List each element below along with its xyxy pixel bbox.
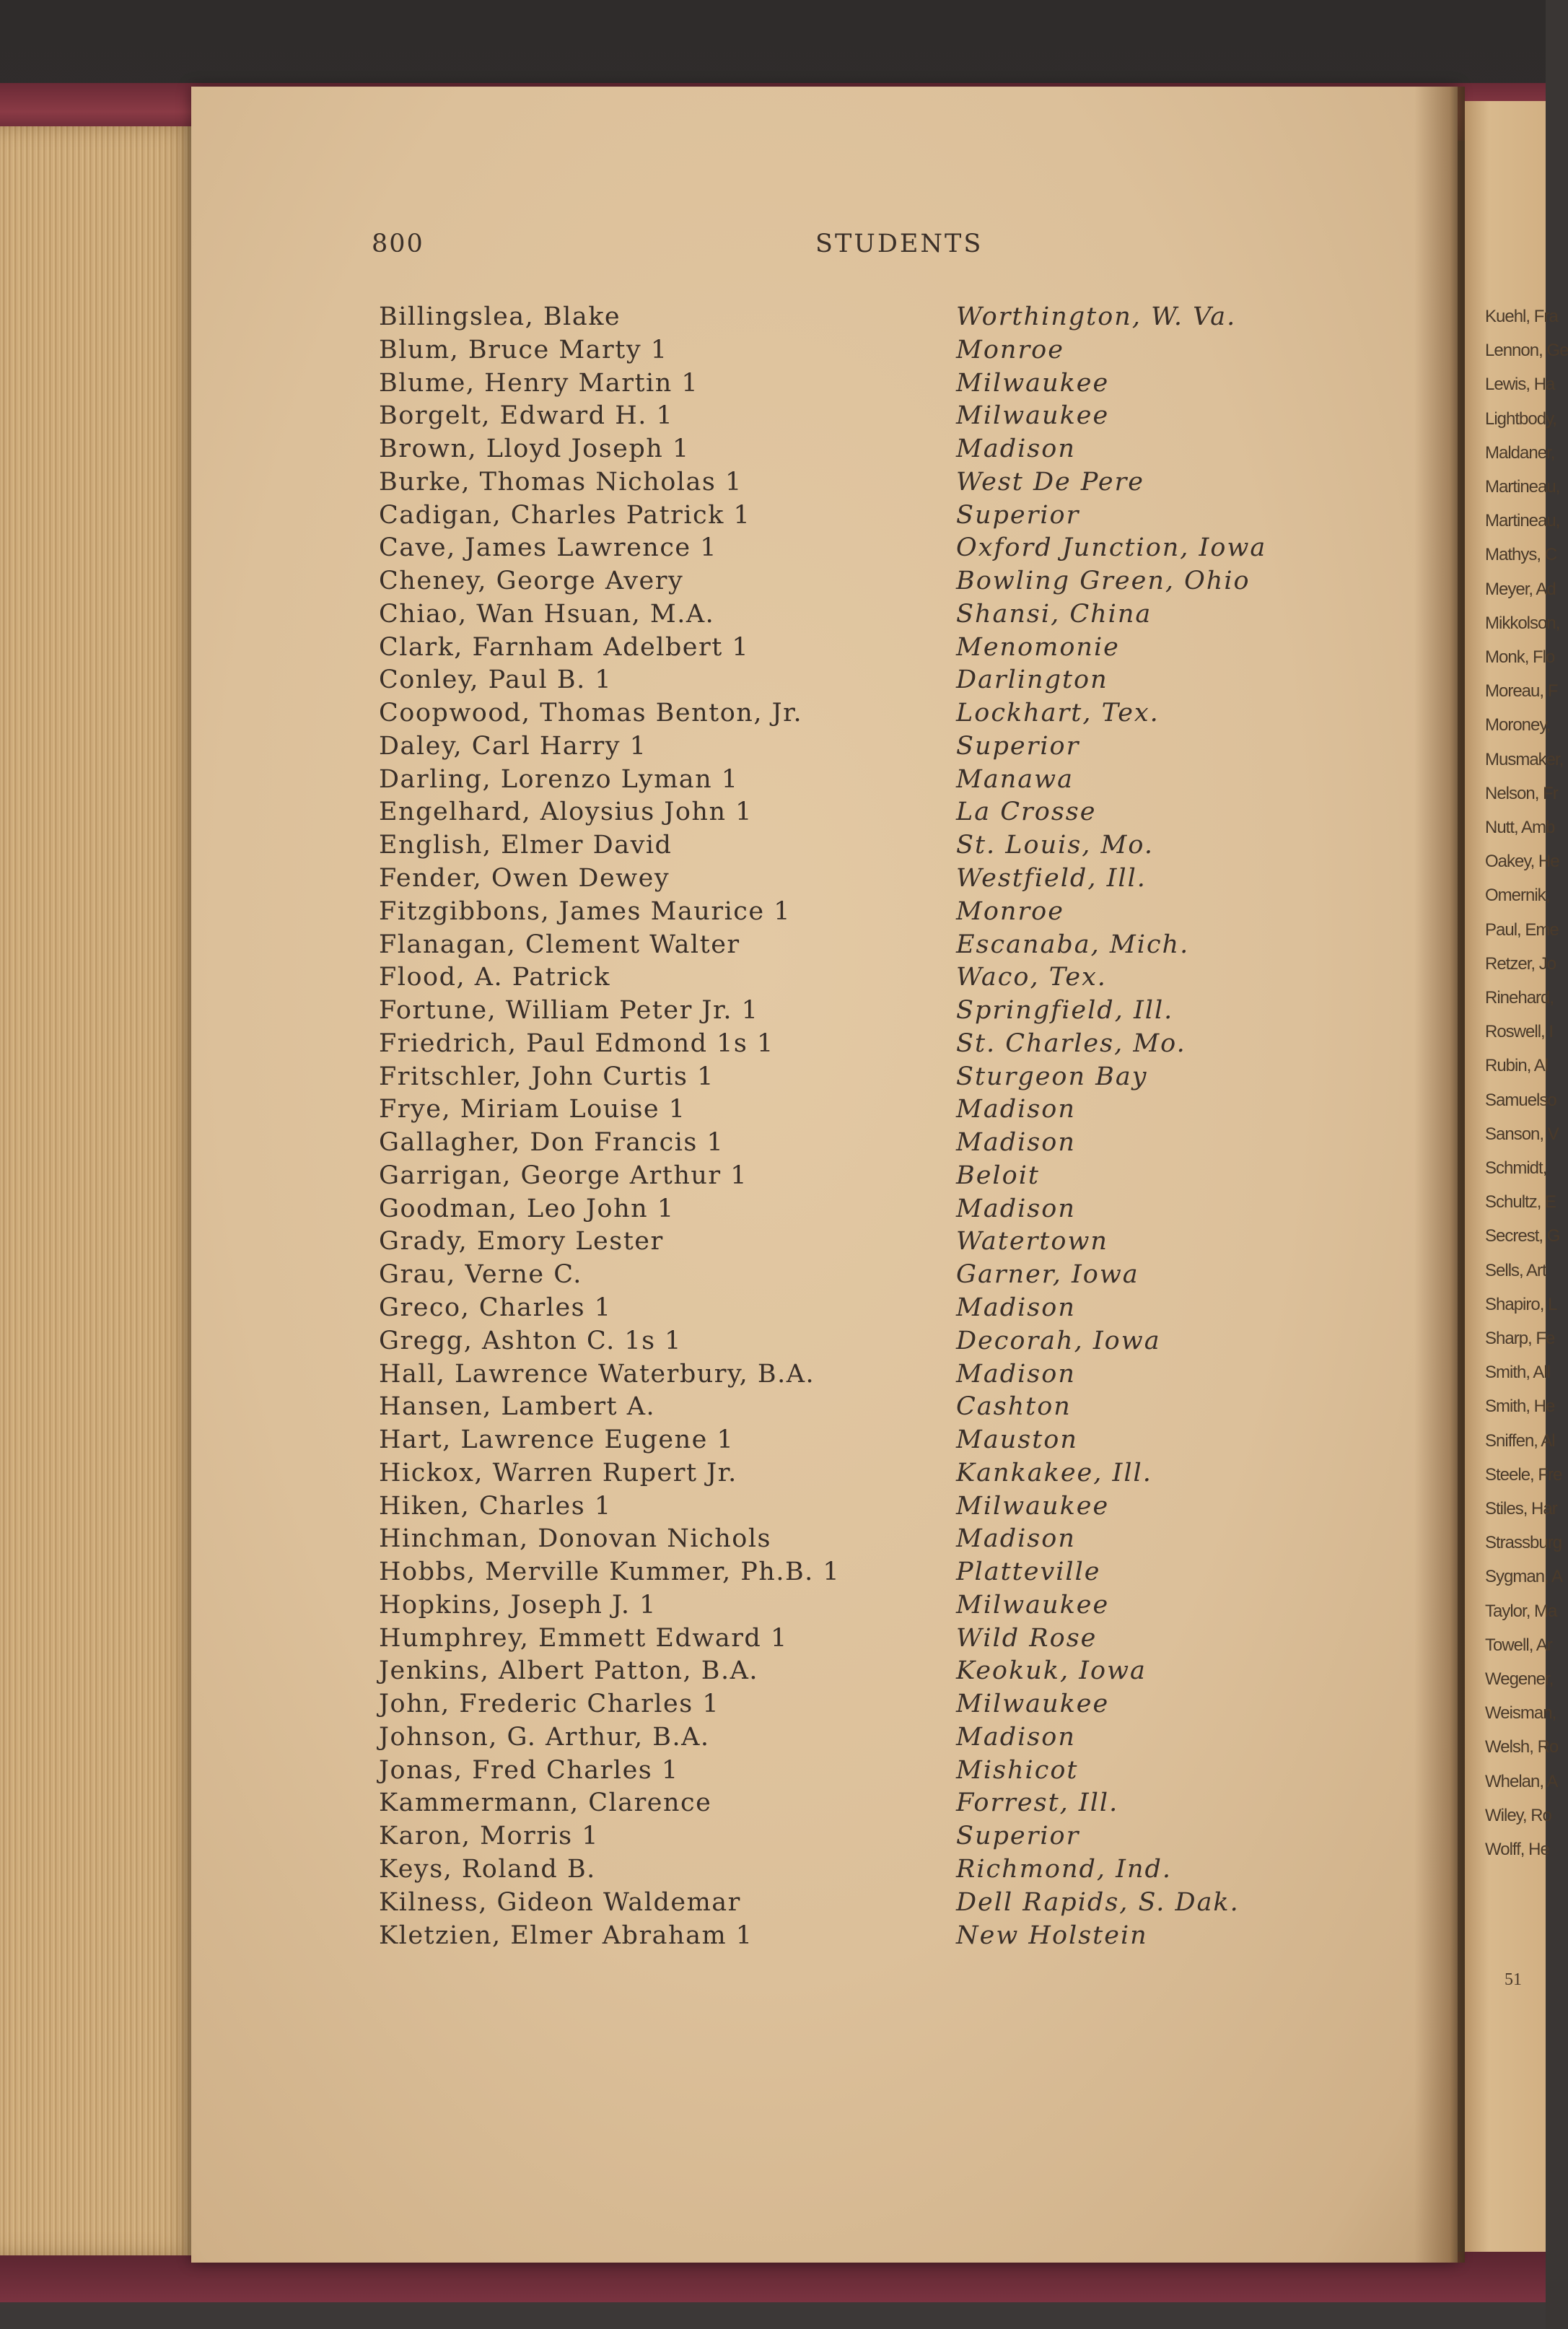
running-head: STUDENTS xyxy=(815,230,984,258)
facing-page-name-fragment: Sniffen, Al xyxy=(1485,1430,1555,1451)
student-name: Hopkins, Joseph J. 1 xyxy=(379,1590,657,1620)
student-hometown: Decorah, Iowa xyxy=(956,1326,1161,1355)
student-entry xyxy=(379,334,1317,367)
student-name: Brown, Lloyd Joseph 1 xyxy=(379,434,690,464)
student-entry xyxy=(379,1424,1317,1457)
facing-page-name-fragment: Monk, Flo xyxy=(1485,647,1555,667)
student-name: Clark, Farnham Adelbert 1 xyxy=(379,632,750,662)
student-entry xyxy=(379,730,1317,764)
student-hometown: St. Charles, Mo. xyxy=(956,1028,1186,1058)
student-hometown: Oxford Junction, Iowa xyxy=(956,533,1267,563)
student-name: Kletzien, Elmer Abraham 1 xyxy=(379,1921,753,1950)
student-hometown: Sturgeon Bay xyxy=(956,1062,1148,1091)
facing-page-name-fragment: Maldaner, xyxy=(1485,442,1555,463)
student-hometown: Shansi, China xyxy=(956,599,1152,629)
student-hometown: Westfield, Ill. xyxy=(956,864,1147,893)
facing-page-name-fragment: Wiley, Ro xyxy=(1485,1805,1551,1825)
student-entry xyxy=(379,664,1317,697)
student-hometown: Superior xyxy=(956,500,1080,530)
student-name: Billingslea, Blake xyxy=(379,302,621,331)
student-name: Friedrich, Paul Edmond 1s 1 xyxy=(379,1028,774,1058)
student-entry xyxy=(379,1721,1317,1755)
student-hometown: Forrest, Ill. xyxy=(956,1788,1119,1818)
student-entry xyxy=(379,400,1317,433)
student-hometown: Madison xyxy=(956,1095,1076,1124)
student-hometown: St. Louis, Mo. xyxy=(956,831,1154,860)
facing-page-name-fragment: Lightbody, xyxy=(1485,408,1556,429)
student-hometown: Garner, Iowa xyxy=(956,1260,1139,1290)
facing-page-name-fragment: Taylor, Ma xyxy=(1485,1601,1557,1621)
student-hometown: New Holstein xyxy=(956,1921,1148,1950)
facing-page-name-fragment: Steele, Fre xyxy=(1485,1464,1562,1485)
student-name: Coopwood, Thomas Benton, Jr. xyxy=(379,699,803,728)
student-name: Grau, Verne C. xyxy=(379,1260,582,1290)
student-hometown: Keokuk, Iowa xyxy=(956,1656,1147,1686)
student-name: Karon, Morris 1 xyxy=(379,1822,600,1851)
student-name: Jonas, Fred Charles 1 xyxy=(379,1755,679,1785)
student-entry xyxy=(379,862,1317,896)
student-hometown: Madison xyxy=(956,434,1076,464)
student-entry xyxy=(379,929,1317,962)
student-name: Grady, Emory Lester xyxy=(379,1227,664,1257)
student-entry xyxy=(379,301,1317,334)
student-hometown: West De Pere xyxy=(956,467,1145,497)
student-hometown: Richmond, Ind. xyxy=(956,1854,1173,1884)
facing-page-fragment xyxy=(1465,101,1568,2252)
student-name: Hall, Lawrence Waterbury, B.A. xyxy=(379,1359,815,1389)
student-name: Hart, Lawrence Eugene 1 xyxy=(379,1425,735,1455)
student-name: Flanagan, Clement Walter xyxy=(379,930,740,959)
student-entry xyxy=(379,1523,1317,1556)
student-hometown: Superior xyxy=(956,731,1080,761)
student-name: Burke, Thomas Nicholas 1 xyxy=(379,467,743,497)
facing-page-name-fragment: Towell, Ar xyxy=(1485,1635,1552,1655)
student-entry xyxy=(379,764,1317,797)
facing-page-name-fragment: Shapiro, L xyxy=(1485,1294,1557,1314)
facing-page-name-fragment: Wegener, xyxy=(1485,1669,1554,1689)
facing-page-name-fragment: Sanson, V xyxy=(1485,1124,1559,1144)
student-entry xyxy=(379,1622,1317,1656)
student-name: Gallagher, Don Francis 1 xyxy=(379,1128,724,1158)
facing-page-name-fragment: Moreau, F xyxy=(1485,681,1558,702)
facing-page-name-fragment: Strassburg xyxy=(1485,1533,1562,1553)
facing-page-name-fragment: Rubin, Al xyxy=(1485,1056,1549,1076)
student-hometown: Menomonie xyxy=(956,632,1120,662)
facing-page-name-fragment: Smith, All xyxy=(1485,1363,1551,1383)
student-hometown: Milwaukee xyxy=(956,1491,1110,1521)
student-hometown: Milwaukee xyxy=(956,1690,1110,1719)
student-hometown: Darlington xyxy=(956,665,1108,695)
student-name: Jenkins, Albert Patton, B.A. xyxy=(379,1656,759,1686)
student-name: Borgelt, Edward H. 1 xyxy=(379,401,674,431)
student-entry xyxy=(379,1028,1317,1061)
student-hometown: Wild Rose xyxy=(956,1623,1098,1653)
student-entry xyxy=(379,1457,1317,1490)
student-name: Gregg, Ashton C. 1s 1 xyxy=(379,1326,682,1355)
student-entry xyxy=(379,1061,1317,1094)
student-hometown: Manawa xyxy=(956,764,1074,794)
facing-page-name-fragment: Secrest, G xyxy=(1485,1226,1560,1246)
student-entry xyxy=(379,1225,1317,1259)
student-name: Johnson, G. Arthur, B.A. xyxy=(379,1722,710,1752)
student-name: Greco, Charles 1 xyxy=(379,1293,612,1322)
student-entry xyxy=(379,1325,1317,1358)
student-entry xyxy=(379,1160,1317,1193)
student-name: Garrigan, George Arthur 1 xyxy=(379,1161,748,1190)
student-hometown: Milwaukee xyxy=(956,368,1110,398)
student-hometown: Springfield, Ill. xyxy=(956,996,1174,1026)
facing-page-name-fragment: Schmidt, xyxy=(1485,1158,1547,1178)
student-hometown: Madison xyxy=(956,1722,1076,1752)
student-entry xyxy=(379,1358,1317,1391)
student-hometown: Worthington, W. Va. xyxy=(956,302,1237,331)
student-hometown: Platteville xyxy=(956,1557,1101,1587)
student-name: Daley, Carl Harry 1 xyxy=(379,731,647,761)
student-name: Blum, Bruce Marty 1 xyxy=(379,335,668,364)
student-entry xyxy=(379,1292,1317,1325)
student-entry xyxy=(379,499,1317,533)
student-hometown: Lockhart, Tex. xyxy=(956,699,1160,728)
facing-page-name-fragment: Stiles, Har xyxy=(1485,1499,1557,1519)
student-entry xyxy=(379,367,1317,401)
student-hometown: Monroe xyxy=(956,335,1064,364)
student-name: Cave, James Lawrence 1 xyxy=(379,533,718,563)
facing-page-name-fragment: Nutt, Amb xyxy=(1485,818,1555,837)
student-name: English, Elmer David xyxy=(379,831,673,860)
student-name: Darling, Lorenzo Lyman 1 xyxy=(379,764,739,794)
student-hometown: Madison xyxy=(956,1194,1076,1223)
student-name: Frye, Miriam Louise 1 xyxy=(379,1095,686,1124)
student-hometown: Kankakee, Ill. xyxy=(956,1458,1152,1487)
student-hometown: Madison xyxy=(956,1128,1076,1158)
student-entry xyxy=(379,697,1317,730)
facing-page-name-fragment: Musmaker, xyxy=(1485,749,1564,769)
facing-page-name-fragment: Lewis, Ha xyxy=(1485,375,1555,395)
student-name: Hobbs, Merville Kummer, Ph.B. 1 xyxy=(379,1557,841,1587)
student-name: Blume, Henry Martin 1 xyxy=(379,368,699,398)
facing-page-name-fragment: Whelan, A xyxy=(1485,1771,1558,1791)
facing-page-name-fragment: Meyer, Ad xyxy=(1485,579,1556,599)
facing-page-name-fragment: Retzer, Jo xyxy=(1485,953,1556,974)
student-hometown: Waco, Tex. xyxy=(956,963,1107,992)
student-name: Hiken, Charles 1 xyxy=(379,1491,612,1521)
student-entry xyxy=(379,1853,1317,1887)
student-entry xyxy=(379,1193,1317,1226)
facing-page-name-fragment: Martineau, xyxy=(1485,477,1560,497)
student-entry xyxy=(379,433,1317,466)
facing-page-name-fragment: Omernik, xyxy=(1485,886,1550,906)
student-name: Fitzgibbons, James Maurice 1 xyxy=(379,896,791,926)
facing-page-name-fragment: Kuehl, Fra xyxy=(1485,307,1558,326)
student-entry xyxy=(379,598,1317,632)
student-name: Fortune, William Peter Jr. 1 xyxy=(379,996,759,1026)
student-entry xyxy=(379,1755,1317,1788)
student-name: Hickox, Warren Rupert Jr. xyxy=(379,1458,737,1487)
student-hometown: Dell Rapids, S. Dak. xyxy=(956,1887,1240,1917)
student-entry xyxy=(379,829,1317,862)
student-entry xyxy=(379,565,1317,598)
facing-page-name-fragment: Paul, Eme xyxy=(1485,919,1559,940)
facing-page-name-fragment: Welsh, Ro xyxy=(1485,1737,1559,1757)
student-hometown: Superior xyxy=(956,1822,1080,1851)
student-name: Hansen, Lambert A. xyxy=(379,1392,656,1422)
student-entry xyxy=(379,1787,1317,1820)
student-hometown: Bowling Green, Ohio xyxy=(956,567,1251,596)
student-entry xyxy=(379,961,1317,995)
student-hometown: Watertown xyxy=(956,1227,1108,1257)
student-hometown: La Crosse xyxy=(956,798,1097,827)
student-name: Cheney, George Avery xyxy=(379,567,684,596)
facing-page-name-fragment: Mathys, C xyxy=(1485,545,1557,565)
facing-page-name-fragment: Martineau, xyxy=(1485,511,1560,531)
facing-page-name-fragment: Sharp, Fe xyxy=(1485,1329,1555,1348)
facing-page-name-fragment: Rinehard, xyxy=(1485,988,1554,1008)
student-name: Humphrey, Emmett Edward 1 xyxy=(379,1623,788,1653)
student-entry xyxy=(379,995,1317,1028)
student-entry xyxy=(379,1820,1317,1853)
student-entry xyxy=(379,1391,1317,1424)
facing-page-name-fragment: Mikkolson, xyxy=(1485,613,1560,633)
student-name: Engelhard, Aloysius John 1 xyxy=(379,798,753,827)
student-entry xyxy=(379,1490,1317,1524)
student-name: Cadigan, Charles Patrick 1 xyxy=(379,500,751,530)
student-entry xyxy=(379,1688,1317,1721)
facing-page-name-fragment: Samuelso xyxy=(1485,1090,1556,1110)
student-hometown: Escanaba, Mich. xyxy=(956,930,1190,959)
page-number: 800 xyxy=(372,230,424,258)
student-name: Fritschler, John Curtis 1 xyxy=(379,1062,714,1091)
facing-page-name-fragment: Sygman, A xyxy=(1485,1567,1563,1587)
student-entry xyxy=(379,1920,1317,1953)
page-stack-edges xyxy=(0,126,198,2255)
student-hometown: Madison xyxy=(956,1293,1076,1322)
student-entry xyxy=(379,1127,1317,1160)
facing-page-name-fragment: Roswell, I xyxy=(1485,1022,1554,1042)
student-entry xyxy=(379,796,1317,829)
student-hometown: Monroe xyxy=(956,896,1064,926)
student-name: Kammermann, Clarence xyxy=(379,1788,712,1818)
student-entry xyxy=(379,466,1317,499)
student-name: Goodman, Leo John 1 xyxy=(379,1194,675,1223)
student-name: Keys, Roland B. xyxy=(379,1854,596,1884)
student-entry xyxy=(379,632,1317,665)
facing-page-number: 51 xyxy=(1505,1970,1522,1989)
student-entry xyxy=(379,1259,1317,1292)
student-list xyxy=(379,301,1317,1952)
student-entry xyxy=(379,532,1317,565)
student-entry xyxy=(379,1556,1317,1589)
student-name: Hinchman, Donovan Nichols xyxy=(379,1524,771,1554)
facing-page-name-fragment: Wolff, He xyxy=(1485,1840,1549,1859)
student-entry xyxy=(379,1093,1317,1127)
student-name: Fender, Owen Dewey xyxy=(379,864,670,893)
facing-page-name-fragment: Oakey, He xyxy=(1485,852,1559,872)
facing-page-name-fragment: Moroney, xyxy=(1485,715,1551,735)
student-hometown: Mauston xyxy=(956,1425,1078,1455)
student-entry xyxy=(379,1887,1317,1920)
student-hometown: Mishicot xyxy=(956,1755,1079,1785)
facing-page-name-fragment: Lennon, Ge xyxy=(1485,341,1568,361)
student-entry xyxy=(379,896,1317,929)
student-hometown: Madison xyxy=(956,1524,1076,1554)
student-hometown: Madison xyxy=(956,1359,1076,1389)
student-name: Flood, A. Patrick xyxy=(379,963,610,992)
facing-page-name-fragment: Weisman, xyxy=(1485,1703,1556,1723)
facing-page-name-fragment: Nelson, Fr xyxy=(1485,783,1558,803)
student-hometown: Milwaukee xyxy=(956,1590,1110,1620)
student-name: Kilness, Gideon Waldemar xyxy=(379,1887,741,1917)
facing-page-name-fragment: Smith, He xyxy=(1485,1397,1555,1417)
student-name: Chiao, Wan Hsuan, M.A. xyxy=(379,599,715,629)
student-entry xyxy=(379,1655,1317,1688)
student-name: John, Frederic Charles 1 xyxy=(379,1690,720,1719)
student-hometown: Cashton xyxy=(956,1392,1072,1422)
book-gutter xyxy=(1414,87,1465,2263)
facing-page-name-fragment: Schultz, E xyxy=(1485,1192,1556,1212)
student-hometown: Beloit xyxy=(956,1161,1040,1190)
student-name: Conley, Paul B. 1 xyxy=(379,665,613,695)
student-hometown: Milwaukee xyxy=(956,401,1110,431)
facing-page-name-fragment: Sells, Art xyxy=(1485,1260,1546,1280)
student-entry xyxy=(379,1589,1317,1622)
